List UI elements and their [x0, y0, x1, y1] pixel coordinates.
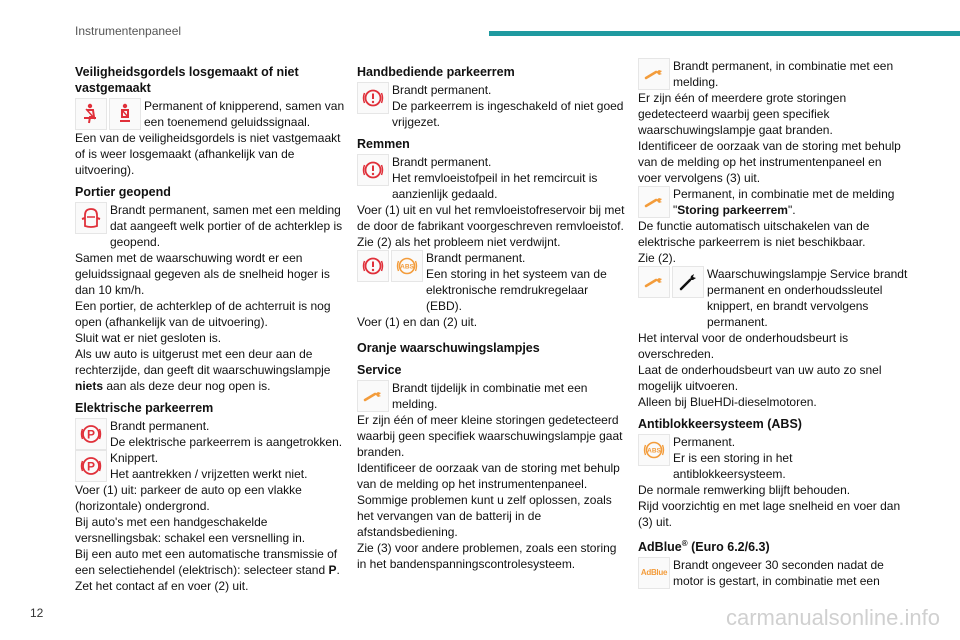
watermark: carmanualsonline.info: [725, 605, 940, 630]
adblue-row: [638, 557, 908, 589]
service2-row-2: [638, 186, 908, 218]
brakes-t2: Het remvloeistofpeil in het remcircuit is aanzienlijk gedaald.: [392, 171, 598, 201]
service2-t2: [673, 186, 908, 218]
service2-p1: Er zijn één of meerdere grote storingen gedetecteerd waarbij geen specifiek waarschuwingslampje gaat branden.: [638, 91, 847, 137]
brakes-t3: Brandt permanent.: [426, 251, 526, 265]
wrench-icon: [357, 380, 389, 412]
column-2: [357, 58, 627, 572]
epb-i2a: Knippert.: [110, 451, 159, 465]
epb-p3: [75, 546, 345, 578]
adblue-t1: Brandt ongeveer 30 seconden nadat de motor is gestart, in combinatie met een: [673, 558, 884, 589]
brakes-p1: Voer (1) uit en vul het remvloeistofreservoir bij met de door de fabrikant voorgeschreven remvloeistof.: [357, 203, 625, 233]
adblue-title-sup: ®: [681, 539, 688, 548]
door-p4-a: Als uw auto is uitgerust met een deur aan de rechterzijde, dan geeft dit waarschuwingslampje: [75, 347, 331, 377]
handbrake-t2: De parkeerrem is ingeschakeld of niet goed vrijgezet.: [392, 99, 624, 129]
abs-warning-icon-label: ABS: [647, 447, 661, 455]
brakes-t4: Een storing in het systeem van de elektronische remdrukregelaar (EBD).: [426, 267, 607, 313]
service2-t1: Brandt permanent, in combinatie met een melding.: [673, 59, 894, 89]
service2-row-3: [638, 266, 908, 330]
handbrake-t1: Brandt permanent.: [392, 83, 492, 97]
abs-icon-label: ABS: [400, 263, 414, 271]
brakes-p2: Zie (2) als het probleem niet verdwijnt.: [357, 235, 561, 249]
epb-i1a: Brandt permanent.: [110, 419, 210, 433]
seatbelt-heading: Veiligheidsgordels losgemaakt of niet vastgemaakt: [75, 65, 299, 95]
door-p2: Een portier, de achterklep of de achterruit is nog open (afhankelijk van de uitvoering).: [75, 299, 331, 329]
service2-t2-a: Permanent, in combinatie met de melding ": [673, 187, 895, 217]
seatbelt-desc: Een van de veiligheidsgordels is niet vastgemaakt of is weer losgemaakt (afhankelijk van de uitvoering).: [75, 131, 341, 177]
service-p3: Sommige problemen kunt u zelf oplossen, zoals het vervangen van de batterij in de afstandsbediening.: [357, 493, 612, 539]
seatbelt-icon-text: Permanent of knipperend, samen van een toenemend geluidssignaal.: [144, 99, 345, 129]
service2-t2-c: ".: [787, 203, 796, 217]
orange-lamps-heading: Oranje waarschuwingslampjes: [357, 341, 540, 355]
epb-p1: Voer (1) uit: parkeer de auto op een vlakke (horizontale) ondergrond.: [75, 483, 302, 513]
handbrake-row: [357, 82, 627, 130]
epb-row-2: [75, 450, 345, 482]
parking-brake-p-flashing-icon: [75, 450, 107, 482]
service2-row-1: [638, 58, 908, 90]
svg-text:P: P: [86, 427, 96, 442]
abs-t2: Er is een storing in het antiblokkeersysteem.: [673, 451, 793, 481]
epb-p4: Zet het contact af en voer (2) uit.: [75, 579, 249, 593]
service2-p6: Laat de onderhoudsbeurt van uw auto zo snel mogelijk uitvoeren.: [638, 363, 882, 393]
adblue-heading: [638, 536, 908, 555]
adblue-icon-label: AdBlue: [640, 568, 668, 578]
running-header: Instrumentenpaneel: [75, 24, 182, 38]
abs-p1: De normale remwerking blijft behouden.: [638, 483, 851, 497]
service2-p4: Zie (2).: [638, 251, 677, 265]
epb-row-1: [75, 418, 345, 450]
door-heading: Portier geopend: [75, 185, 171, 199]
wrench-icon-3: [638, 186, 670, 218]
rear-seatbelt-warning-icon: [109, 98, 141, 130]
brake-warning-icon: [357, 82, 389, 114]
service2-p5: Het interval voor de onderhoudsbeurt is overschreden.: [638, 331, 849, 361]
epb-p3-c: .: [336, 563, 340, 577]
ebd-row: [357, 250, 627, 314]
service2-p7: Alleen bij BlueHDi-dieselmotoren.: [638, 395, 817, 409]
service2-p2: Identificeer de oorzaak van de storing met behulp van de melding op het instrumentenpaneel en voer vervolgens (3) uit.: [638, 139, 901, 185]
brakes-p3: Voer (1) en dan (2) uit.: [357, 315, 478, 329]
service2-t3: Waarschuwingslampje Service brandt permanent en onderhoudssleutel knippert, en brandt vervolgens permanent.: [707, 267, 908, 329]
epb-i2b: Het aantrekken / vrijzetten werkt niet.: [110, 467, 308, 481]
service2-p3: De functie automatisch uitschakelen van de elektrische parkeerrem is niet beschikbaar.: [638, 219, 870, 249]
svg-text:P: P: [86, 459, 96, 474]
adblue-title-a: AdBlue: [638, 540, 682, 555]
seatbelt-icon-row: [75, 98, 345, 130]
abs-heading: Antiblokkeersysteem (ABS): [638, 417, 802, 431]
column-1: [75, 58, 345, 594]
wrench-icon-2: [638, 58, 670, 90]
service-t1: Brandt tijdelijk in combinatie met een melding.: [392, 381, 588, 411]
door-p4-c: aan als deze deur nog open is.: [103, 379, 271, 393]
service-heading: Service: [357, 363, 402, 377]
epb-p2: Bij auto's met een handgeschakelde versnellingsbak: schakel een versnelling in.: [75, 515, 306, 545]
header-accent-bar: [489, 31, 960, 36]
door-p1: Samen met de waarschuwing wordt er een geluidssignaal gegeven als de snelheid hoger is dan 10 km/h.: [75, 251, 330, 297]
seatbelt-warning-icon: [75, 98, 107, 130]
service-p4: Zie (3) voor andere problemen, zoals een storing in het bandenspanningscontrolesysteem.: [357, 541, 617, 571]
brake-warning-icon-2: [357, 250, 389, 282]
page-number: 12: [30, 606, 44, 620]
service-row: [357, 380, 627, 412]
column-3: [638, 58, 908, 589]
abs-t1: Permanent.: [673, 435, 736, 449]
brakes-row: [357, 154, 627, 202]
door-icon-text: Brandt permanent, samen met een melding dat aangeeft welk portier of de achterklep is geopend.: [110, 203, 343, 249]
handbrake-heading: Handbediende parkeerrem: [357, 65, 515, 79]
abs-warning-icon: [638, 434, 670, 466]
service-p1: Er zijn één of meer kleine storingen gedetecteerd waarbij geen specifiek waarschuwingslampje gaat branden.: [357, 413, 623, 459]
door-p4-bold: niets: [75, 379, 104, 393]
door-open-icon: [75, 202, 107, 234]
door-p3: Sluit wat er niet gesloten is.: [75, 331, 222, 345]
door-icon-row: [75, 202, 345, 250]
abs-row: [638, 434, 908, 482]
abs-icon: [391, 250, 423, 282]
adblue-icon: [638, 557, 670, 589]
brakes-t1: Brandt permanent.: [392, 155, 492, 169]
epb-heading: Elektrische parkeerrem: [75, 401, 214, 415]
door-p4: [75, 346, 345, 394]
brake-fluid-warning-icon: [357, 154, 389, 186]
adblue-title-b: (Euro 6.2/6.3): [687, 540, 770, 555]
wrench-icon-4: [638, 266, 670, 298]
epb-i1b: De elektrische parkeerrem is aangetrokken.: [110, 435, 343, 449]
epb-p3-a: Bij een auto met een automatische transmissie of een selectiehendel (elektrisch): selecteer stand: [75, 547, 338, 577]
service-p2: Identificeer de oorzaak van de storing met behulp van de melding op het instrumentenpaneel.: [357, 461, 620, 491]
epb-p3-bold: P: [328, 563, 337, 577]
service2-t2-bold: Storing parkeerrem: [677, 203, 788, 217]
brakes-heading: Remmen: [357, 137, 410, 151]
abs-p2: Rijd voorzichtig en met lage snelheid en voer dan (3) uit.: [638, 499, 901, 529]
maintenance-key-icon: [672, 266, 704, 298]
parking-brake-p-icon: [75, 418, 107, 450]
